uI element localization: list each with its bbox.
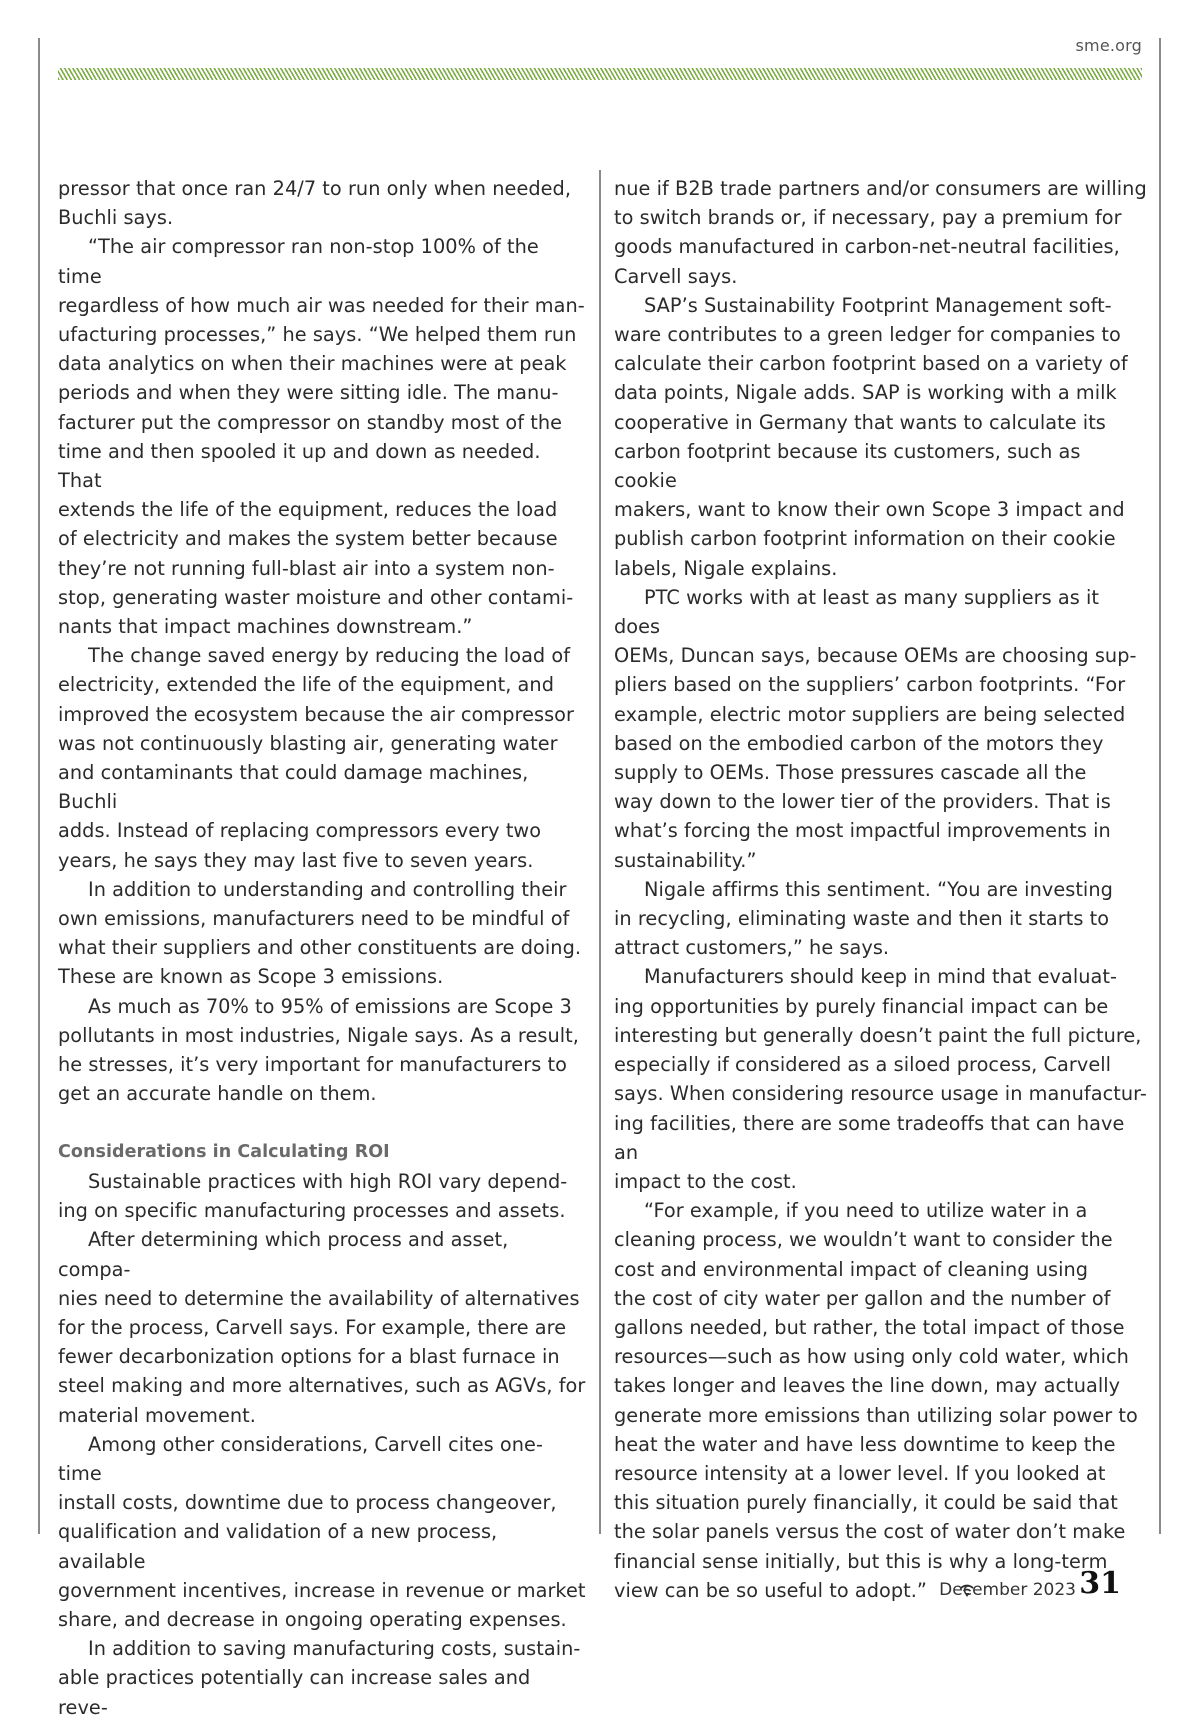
paragraph: The change saved energy by reducing the load of electricity, extended the life of the equipment, and improved the ecosystem because the air compressor was not continuously blasting air, generating water and contaminants that could damage machines, Buchli adds. Instead of replacing compressors every two years, he says they may last five to seven years.: [58, 644, 575, 872]
paragraph-last: [614, 1196, 1148, 1606]
paragraph: “The air compressor ran non-stop 100% of the time regardless of how much air was needed for their man- ufacturing processes,” he says. “We helped them run data analytics on when their machines were at peak periods and when they were sitting idle. The manu- facturer put the compressor on standby most of the time and then spooled it up and down as needed. That extends the life of the equipment, reduces the load of electricity and makes the system better because they’re not running full-blast air into a system non- stop, generating waster moisture and other contami- nants that impact machines downstream.”: [58, 235, 585, 639]
paragraph: In addition to saving manufacturing costs, sustain- able practices potentially can increase sales and reve-: [58, 1637, 581, 1719]
paragraph: Sustainable practices with high ROI vary depend- ing on specific manufacturing processes and assets.: [58, 1169, 568, 1223]
paragraph: Among other considerations, Carvell cites one-time install costs, downtime due to process changeover, qualification and validation of a new process, available government incentives, increase in revenue or market share, and decrease in ongoing operating expenses.: [58, 1432, 586, 1631]
paragraph: In addition to understanding and controlling their own emissions, manufacturers need to be mindful of what their suppliers and other constituents are doing. These are known as Scope 3 emissions.: [58, 877, 582, 989]
column-divider: [599, 170, 601, 1534]
paragraph: nue if B2B trade partners and/or consumers are willing to switch brands or, if necessary, pay a premium for goods manufactured in carbon-net-neutral facilities, Carvell says.: [614, 177, 1147, 288]
paragraph: After determining which process and asset, compa- nies need to determine the availability of alternatives for the process, Carvell says. For example, there are fewer decarbonization options for a blast furnace in steel making and more alternatives, such as AGVs, for material movement.: [58, 1228, 586, 1427]
site-url: sme.org: [1075, 36, 1142, 55]
issue-date: December 2023: [939, 1580, 1076, 1600]
page-number: 31: [1079, 1566, 1121, 1601]
paragraph: pressor that once ran 24/7 to run only when needed, Buchli says.: [58, 177, 572, 230]
right-column: [614, 174, 1148, 1606]
right-margin-rule: [1159, 38, 1161, 1534]
left-column: [58, 174, 586, 1722]
decorative-hatch-band: [58, 68, 1142, 80]
paragraph: As much as 70% to 95% of emissions are Scope 3 pollutants in most industries, Nigale says. As a result, he stresses, it’s very important for manufacturers to get an accurate handle on them.: [58, 994, 579, 1106]
paragraph: Nigale affirms this sentiment. “You are investing in recycling, eliminating waste and then it starts to attract customers,” he says.: [614, 877, 1113, 960]
paragraph: SAP’s Sustainability Footprint Management soft- ware contributes to a green ledger for companies to calculate their carbon footprint based on a variety of data points, Nigale adds. SAP is working with a milk cooperative in Germany that wants to calculate its carbon footprint because its customers, such as cookie makers, want to know their own Scope 3 impact and publish carbon footprint information on their cookie labels, Nigale explains.: [614, 293, 1128, 580]
section-heading: Considerations in Calculating ROI: [58, 1141, 390, 1162]
left-margin-rule: [38, 38, 40, 1534]
paragraph: PTC works with at least as many suppliers as it does OEMs, Duncan says, because OEMs are choosing sup- pliers based on the suppliers’ carbon footprints. “For example, electric motor suppliers are being selected based on the embodied carbon of the motors they supply to OEMs. Those pressures cascade all the way down to the lower tier of the providers. That is what’s forcing the most impactful improvements in sustainability.”: [614, 585, 1137, 872]
paragraph: Manufacturers should keep in mind that evaluat- ing opportunities by purely financial impact can be interesting but generally doesn’t paint the full picture, especially if considered as a siloed process, Carvell says. When considering resource usage in manufactur- ing facilities, there are some tradeoffs that can have an impact to the cost.: [614, 965, 1147, 1193]
paragraph-text: “For example, if you need to utilize water in a cleaning process, we wouldn’t want to consider the cost and environmental impact of cleaning using the cost of city water per gallon and the number of gallons needed, but rather, the total impact of those resources—such as how using only cold water, which takes longer and leaves the line down, may actually generate more emissions than utilizing solar power to heat the water and have less downtime to keep the resource intensity at a lower level. If you looked at this situation purely financially, it could be said that the solar panels versus the cost of water don’t make financial sense initially, but this is why a long-term view can be so useful to adopt.”: [614, 1199, 1138, 1602]
